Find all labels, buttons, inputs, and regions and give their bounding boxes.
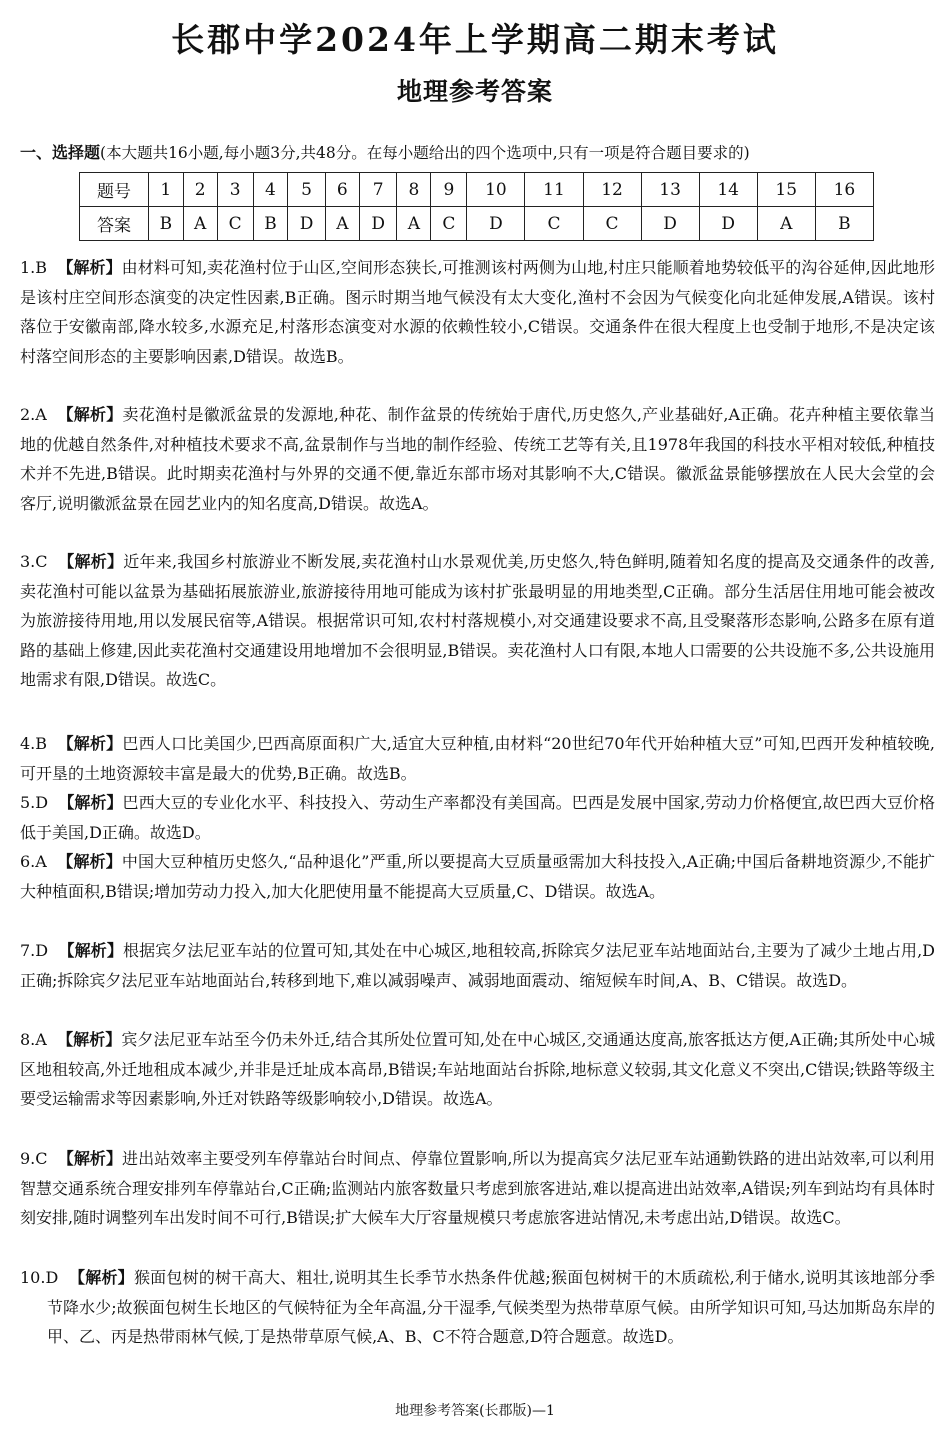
section-heading <box>20 140 935 163</box>
item-number: 5.D <box>20 793 49 812</box>
table-cell: 3 <box>217 173 253 207</box>
table-cell: 9 <box>431 173 467 207</box>
item-text: 卖花渔村是徽派盆景的发源地,种花、制作盆景的传统始于唐代,历史悠久,产业基础好,A正确。花卉种植主要依靠当地的优越自然条件,对种植技术要求不高,盆景制作与当地的制作经验、传统工艺等有关,且1978年我国的科技水平相对较低,种植技术并不先进,B错误。此时期卖花渔村与外界的交通不便,靠近东部市场对其影响不大,C错误。徽派盆景能够摆放在人民大会堂的会客厅,说明徽派盆景在园艺业内的知名度高,D错误。故选A。 <box>20 405 935 513</box>
explanation-item-1 <box>20 253 935 371</box>
item-text: 巴西大豆的专业化水平、科技投入、劳动生产率都没有美国高。巴西是发展中国家,劳动力价格便宜,故巴西大豆价格低于美国,D正确。故选D。 <box>20 793 935 842</box>
explanation-item-9 <box>20 1144 935 1233</box>
table-cell: B <box>815 207 873 241</box>
item-text: 根据宾夕法尼亚车站的位置可知,其处在中心城区,地租较高,拆除宾夕法尼亚车站地面站台,主要为了减少土地占用,D正确;拆除宾夕法尼亚车站地面站台,转移到地下,难以减弱噪声、减弱地面震动、缩短候车时间,A、B、C错误。故选D。 <box>20 941 935 990</box>
item-text: 巴西人口比美国少,巴西高原面积广大,适宜大豆种植,由材料“20世纪70年代开始种植大豆”可知,巴西开发种植较晚,可开垦的土地资源较丰富是最大的优势,B正确。故选B。 <box>20 734 935 783</box>
answer-row <box>80 207 874 241</box>
analysis-tag: 【解析】 <box>57 852 122 871</box>
item-number: 6.A <box>20 852 47 871</box>
page-subtitle: 地理参考答案 <box>396 77 553 106</box>
item-text: 猴面包树的树干高大、粗壮,说明其生长季节水热条件优越;猴面包树树干的木质疏松,利于储水,说明其该地部分季节降水少;故猴面包树生长地区的气候特征为全年高温,分干湿季,气候类型为热带草原气候。由所学知识可知,马达加斯岛东岸的甲、乙、丙是热带雨林气候,丁是热带草原气候,A、B、C不符合题意,D符合题意。故选D。 <box>47 1268 936 1346</box>
analysis-tag: 【解析】 <box>57 405 123 424</box>
table-cell: 13 <box>641 173 699 207</box>
table-cell: A <box>397 207 431 241</box>
analysis-tag: 【解析】 <box>58 793 123 812</box>
analysis-tag: 【解析】 <box>58 941 123 960</box>
row-header-number: 题号 <box>80 173 149 207</box>
table-cell: 14 <box>699 173 757 207</box>
page-footer: 地理参考答案(长郡版)—1 <box>395 1403 555 1419</box>
table-cell: A <box>757 207 815 241</box>
section-label: 一、选择题 <box>20 143 101 162</box>
table-cell: 7 <box>359 173 397 207</box>
table-cell: C <box>583 207 641 241</box>
table-cell: D <box>359 207 397 241</box>
table-cell: D <box>699 207 757 241</box>
page-title: 长郡中学2024年上学期高二期末考试 <box>171 20 779 59</box>
item-text: 近年来,我国乡村旅游业不断发展,卖花渔村山水景观优美,历史悠久,特色鲜明,随着知名度的提高及交通条件的改善,卖花渔村可能以盆景为基础拓展旅游业,旅游接待用地可能成为该村扩张最明显的用地类型,C正确。部分生活居住用地可能会被改为旅游接待用地,用以发展民宿等,A错误。根据常识可知,农村村落规模小,对交通建设要求不高,且受聚落形态影响,公路多在原有道路的基础上修建,因此卖花渔村交通建设用地增加不会很明显,B错误。卖花渔村人口有限,本地人口需要的公共设施不多,公共设施用地需求有限,D错误。故选C。 <box>20 552 935 689</box>
analysis-tag: 【解析】 <box>57 1149 123 1168</box>
table-cell: 4 <box>253 173 288 207</box>
table-cell: C <box>217 207 253 241</box>
analysis-tag: 【解析】 <box>57 258 122 277</box>
item-number: 10.D <box>20 1268 59 1287</box>
table-cell: 15 <box>757 173 815 207</box>
analysis-tag: 【解析】 <box>68 1268 134 1287</box>
item-number: 1.B <box>20 258 48 277</box>
explanation-item-10 <box>20 1263 935 1352</box>
table-cell: B <box>253 207 288 241</box>
table-cell: D <box>467 207 525 241</box>
row-header-answer: 答案 <box>80 207 149 241</box>
item-text: 中国大豆种植历史悠久,“品种退化”严重,所以要提高大豆质量亟需加大科技投入,A正确;中国后备耕地资源少,不能扩大种植面积,B错误;增加劳动力投入,加大化肥使用量不能提高大豆质量,C、D错误。故选A。 <box>20 852 935 901</box>
table-cell: 11 <box>525 173 583 207</box>
table-cell: 12 <box>583 173 641 207</box>
table-cell: D <box>641 207 699 241</box>
table-cell: A <box>183 207 217 241</box>
table-cell: C <box>525 207 583 241</box>
answer-table <box>79 172 874 241</box>
table-cell: B <box>149 207 184 241</box>
item-text: 进出站效率主要受列车停靠站台时间点、停靠位置影响,所以为提高宾夕法尼亚车站通勤铁路的进出站效率,可以利用智慧交通系统合理安排列车停靠站台,C正确;监测站内旅客数量只考虑到旅客进站,难以提高进出站效率,A错误;列车到站均有具体时刻安排,随时调整列车出发时间不可行,B错误;扩大候车大厅容量规模只考虑旅客进站情况,未考虑出站,D错误。故选C。 <box>20 1149 935 1227</box>
item-text: 宾夕法尼亚车站至今仍未外迁,结合其所处位置可知,处在中心城区,交通通达度高,旅客抵达方便,A正确;其所处中心城区地租较高,外迁地租成本减少,并非是迁址成本高昂,B错误;车站地面站台拆除,地标意义较弱,其文化意义不突出,C错误;铁路等级主要受运输需求等因素影响,外迁对铁路等级影响较小,D错误。故选A。 <box>20 1030 935 1108</box>
table-cell: A <box>325 207 359 241</box>
item-number: 8.A <box>20 1030 47 1049</box>
table-cell: 10 <box>467 173 525 207</box>
explanation-item-4 <box>20 729 935 788</box>
explanation-item-6 <box>20 847 935 906</box>
table-cell: 8 <box>397 173 431 207</box>
item-number: 2.A <box>20 405 47 424</box>
analysis-tag: 【解析】 <box>58 552 124 571</box>
question-number-row <box>80 173 874 207</box>
analysis-tag: 【解析】 <box>57 734 123 753</box>
explanation-item-3 <box>20 547 935 695</box>
table-cell: 2 <box>183 173 217 207</box>
section-description: (本大题共16小题,每小题3分,共48分。在每小题给出的四个选项中,只有一项是符合题目要求的) <box>100 144 750 162</box>
item-number: 9.C <box>20 1149 48 1168</box>
table-cell: D <box>288 207 326 241</box>
item-text: 由材料可知,卖花渔村位于山区,空间形态狭长,可推测该村两侧为山地,村庄只能顺着地势较低平的沟谷延伸,因此地形是该村庄空间形态演变的决定性因素,B正确。图示时期当地气候没有太大变化,渔村不会因为气候变化向北延伸发展,A错误。该村落位于安徽南部,降水较多,水源充足,村落形态演变对水源的依赖性较小,C错误。交通条件在很大程度上也受制于地形,不是决定该村落空间形态的主要影响因素,D错误。故选B。 <box>20 258 935 366</box>
explanation-item-7 <box>20 936 935 995</box>
table-cell: 1 <box>149 173 184 207</box>
table-cell: 5 <box>288 173 326 207</box>
explanation-item-2 <box>20 400 935 518</box>
explanation-item-8 <box>20 1025 935 1114</box>
item-number: 4.B <box>20 734 48 753</box>
explanation-item-5 <box>20 788 935 847</box>
analysis-tag: 【解析】 <box>57 1030 122 1049</box>
item-number: 3.C <box>20 552 48 571</box>
table-cell: C <box>431 207 467 241</box>
item-number: 7.D <box>20 941 49 960</box>
table-cell: 6 <box>325 173 359 207</box>
table-cell: 16 <box>815 173 873 207</box>
